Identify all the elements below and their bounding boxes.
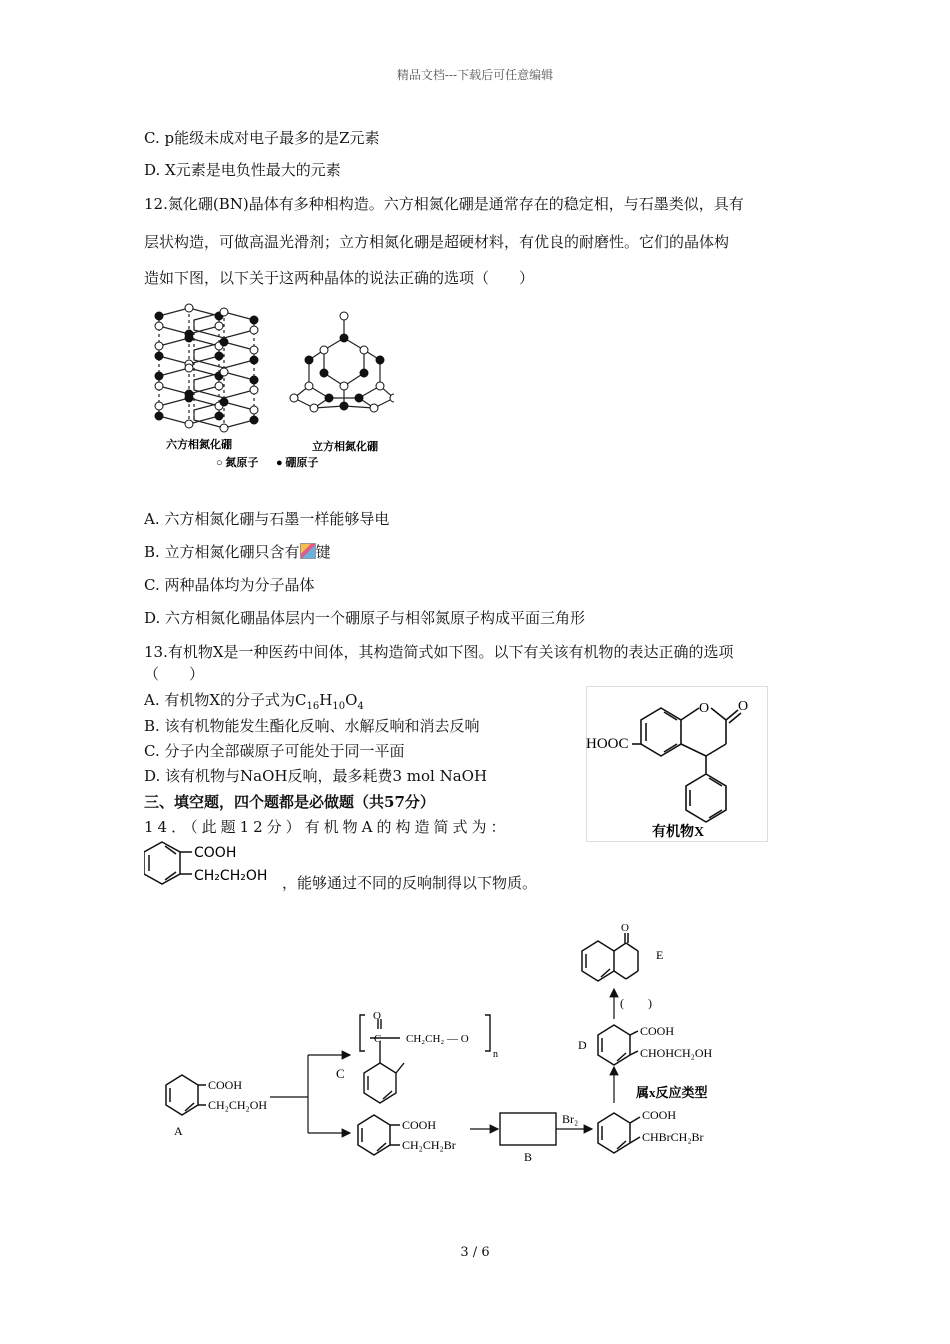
dibromo-chbrch2br: CHBrCH₂Br [642, 1130, 704, 1144]
reaction-type-x: 属x反应类型 [636, 1085, 708, 1100]
broken-image-icon [300, 543, 316, 559]
q13-option-c: C. 分子内全部碳原子可能处于同一平面 [144, 742, 405, 760]
q13a-text: A. 有机物X的分子式为C [144, 691, 307, 709]
crystal-structure-figure [144, 298, 394, 478]
q12-option-d: D. 六方相氮化硼晶体层内一个硼原子与相邻氮原子构成平面三角形 [144, 609, 586, 627]
q14-stem-line2: ，能够通过不同的反响制得以下物质。 [282, 874, 538, 892]
hex-bn-label: 六方相氮化硼 [166, 439, 232, 451]
q12-stem-line2: 层状构造，可做高温光滑剂；立方相氮化硼是超硬材料，有优良的耐磨性。它们的晶体构 [144, 233, 730, 251]
q12-stem-line1: 12.氮化硼(BN)晶体有多种相构造。六方相氮化硼是通常存在的稳定相，与石墨类似，具有 [144, 195, 744, 213]
molx-ring-oxygen: O [699, 701, 710, 716]
poly-chain: CH₂CH₂ — O [406, 1033, 469, 1045]
q13a-sub-o: 4 [357, 701, 364, 712]
q13a-sub-h: 10 [332, 701, 346, 712]
dibromo-compound [598, 1113, 640, 1153]
q12-option-b [144, 542, 331, 562]
q11-option-c: C. p能级未成对电子最多的是Z元素 [144, 129, 380, 147]
d-chohch2oh: CHOHCH₂OH [640, 1046, 713, 1060]
compound-a [166, 1075, 206, 1115]
q13a-o: O [345, 691, 358, 709]
mola-ch2ch2oh: CH₂CH₂OH [194, 868, 268, 884]
bromo-ch2ch2br: CH₂CH₂Br [402, 1138, 456, 1152]
legend-nitrogen: ○ 氮原子 [216, 457, 259, 469]
hexagonal-bn-atoms [155, 304, 258, 432]
reaction-paren: ( ) [620, 996, 652, 1010]
bromo-compound [358, 1115, 400, 1155]
molecule-x-figure [586, 686, 768, 842]
e-carbonyl-oxygen: O [621, 922, 629, 934]
q14-stem-line1: 14．（此题12分）有机物A的构造简式为： [144, 818, 510, 836]
q12-option-c: C. 两种晶体均为分子晶体 [144, 576, 315, 594]
poly-oxygen: O [373, 1010, 381, 1022]
d-label: D [578, 1038, 587, 1052]
a-cooh: COOH [208, 1078, 243, 1092]
dibromo-cooh: COOH [642, 1108, 677, 1122]
compound-e [582, 933, 638, 981]
c-label: C [336, 1066, 345, 1081]
q13-option-b: B. 该有机物能发生酯化反响、水解反响和消去反响 [144, 717, 480, 735]
br2-reagent: Br₂ [562, 1112, 579, 1126]
q13-stem-line2: （ ） [144, 665, 205, 683]
poly-carbon: C [374, 1033, 382, 1045]
e-label: E [656, 948, 664, 962]
q12-option-b-pre: B. 立方相氮化硼只含有 [144, 543, 300, 561]
a-label: A [174, 1124, 183, 1138]
molx-hooc-group: HOOC [586, 736, 629, 752]
mola-cooh: COOH [194, 845, 237, 861]
cubic-bn-atoms [290, 312, 394, 412]
cubic-bn-label: 立方相氮化硼 [312, 441, 378, 453]
q11-option-d: D. X元素是电负性最大的元素 [144, 161, 341, 179]
q13-option-a [144, 690, 364, 717]
molx-label: 有机物X [652, 825, 705, 840]
q13a-sub-c: 16 [306, 701, 320, 712]
d-cooh: COOH [640, 1024, 675, 1038]
molx-carbonyl-oxygen: O [738, 699, 749, 714]
b-label: B [524, 1150, 533, 1164]
q13-stem-line1: 13.有机物X是一种医药中间体，其构造简式如下图。以下有关该有机物的表达正确的选项 [144, 643, 734, 661]
q13-option-d: D. 该有机物与NaOH反响，最多耗费3 mol NaOH [144, 767, 488, 785]
reaction-scheme [160, 915, 760, 1177]
q12-stem-line3: 造如下图，以下关于这两种晶体的说法正确的选项（ ） [144, 269, 535, 287]
page-number: 3 / 6 [460, 1245, 490, 1260]
page-header: 精品文档---下载后可任意编辑 [396, 68, 554, 82]
polymer-c [360, 1015, 490, 1103]
compound-d [598, 1025, 638, 1065]
molecule-a-inline [144, 838, 274, 892]
hexagonal-bn-lattice [159, 308, 254, 428]
poly-n: n [493, 1049, 498, 1060]
a-ch2ch2oh: CH₂CH₂OH [208, 1098, 268, 1112]
legend-boron: ● 硼原子 [276, 457, 319, 469]
bromo-cooh: COOH [402, 1118, 437, 1132]
section-three-heading: 三、填空题，四个题都是必做题（共57分） [144, 793, 435, 811]
q12-option-b-post: 键 [315, 543, 331, 561]
q12-option-a: A. 六方相氮化硼与石墨一样能够导电 [144, 510, 390, 528]
q13a-h: H [319, 691, 333, 709]
box-b [500, 1113, 556, 1145]
